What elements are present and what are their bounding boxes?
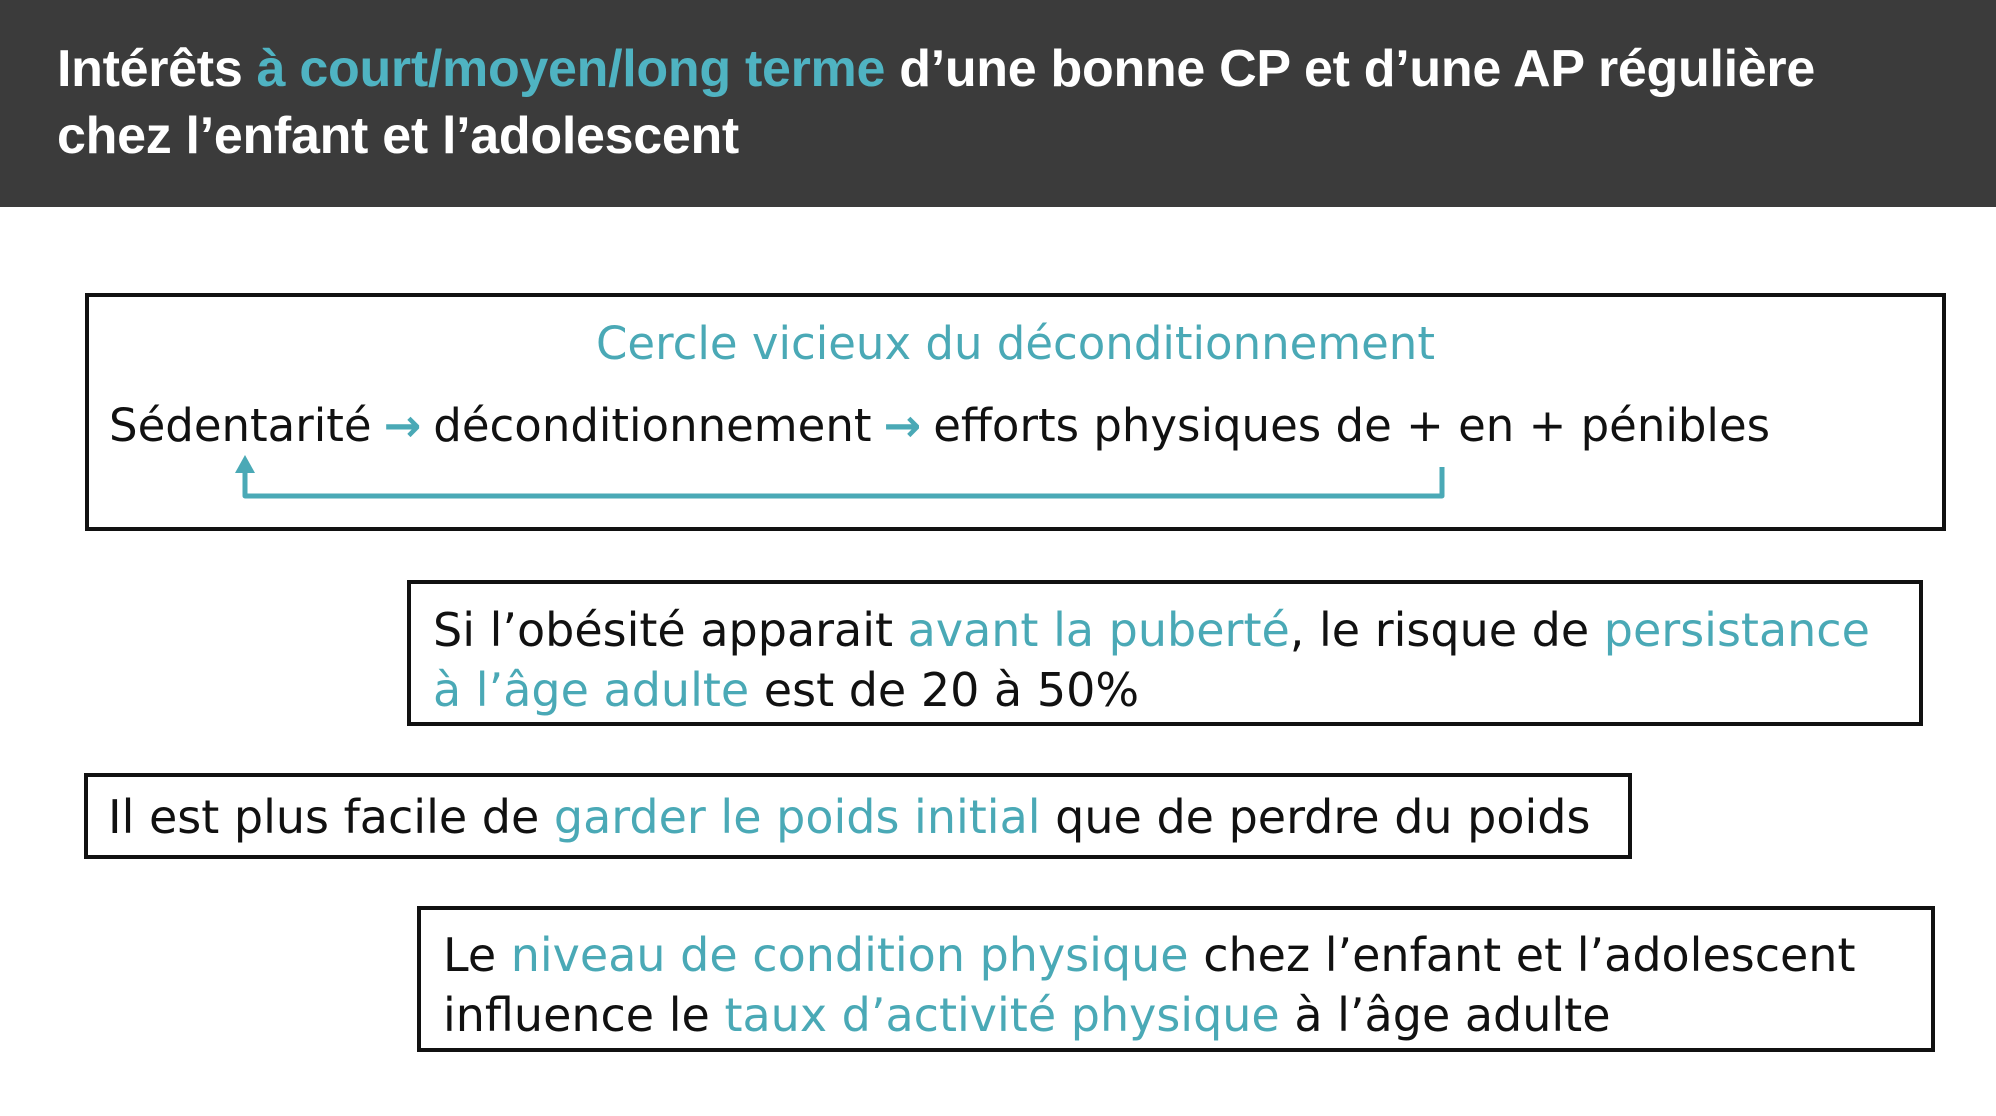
title-text-1: Intérêts [57,40,257,98]
obesity-highlight-persistence: persistance à l’âge adulte [433,603,1870,717]
weight-text-1: Il est plus facile de [108,790,554,844]
cycle-step-effort: efforts physiques de + en + pénibles [933,399,1771,452]
header-bar [0,0,1996,207]
vicious-cycle-box [85,293,1946,531]
cycle-step-sedentary: Sédentarité [109,399,372,452]
fitness-box [417,906,1935,1052]
slide-title [57,36,1937,170]
right-arrow-icon: → [383,399,422,452]
cycle-steps [109,396,1770,456]
weight-highlight: garder le poids initial [553,790,1041,844]
fitness-text-1: Le [443,928,511,982]
obesity-risk-box [407,580,1923,726]
weight-text-2: que de perdre du poids [1040,790,1591,844]
fitness-highlight-rate: taux d’activité physique [724,988,1280,1042]
right-arrow-icon: → [883,399,922,452]
fitness-highlight-level: niveau de condition physique [510,928,1189,982]
weight-box [84,773,1632,859]
obesity-highlight-puberty: avant la puberté [907,603,1290,657]
fitness-text-3: à l’âge adulte [1279,988,1611,1042]
obesity-text-2: , le risque de [1289,603,1604,657]
obesity-text-1: Si l’obésité apparait [433,603,908,657]
cycle-step-deconditioning: déconditionnement [433,399,872,452]
title-accent: à court/moyen/long terme [256,40,886,98]
cycle-title: Cercle vicieux du déconditionnement [596,317,1435,370]
obesity-text-3: est de 20 à 50% [749,663,1140,717]
fitness-text-2: chez l’enfant et l’adolescent influence le [443,928,1856,1042]
title-text-2: d’une bonne CP et d’une AP régulière chez l’enfant et l’adolescent [57,40,1815,165]
